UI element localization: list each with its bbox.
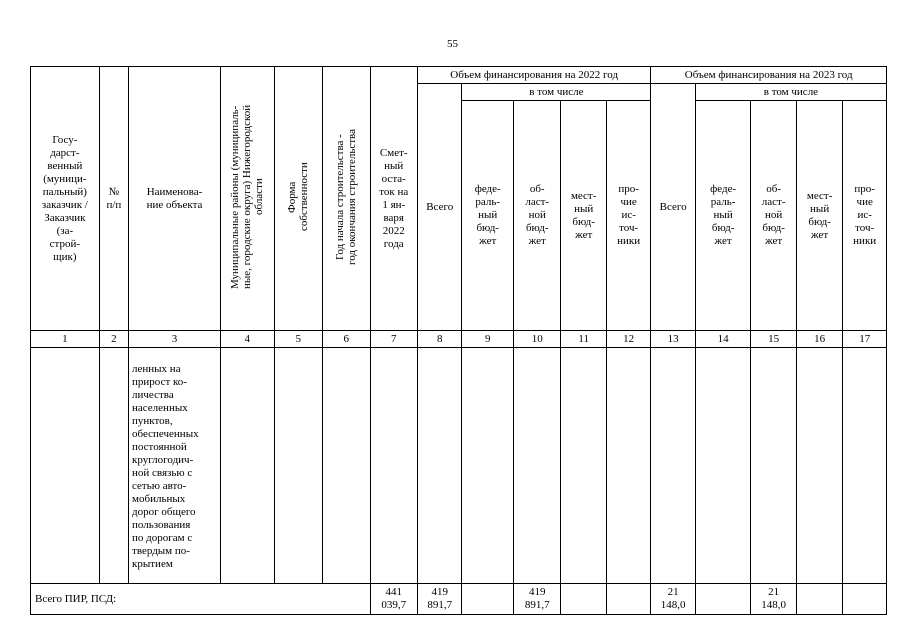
cell-empty: [220, 348, 274, 584]
header-federal-2023: феде- раль- ный бюд- жет: [695, 101, 751, 331]
cell-empty: [274, 348, 323, 584]
financing-table: [30, 66, 887, 615]
cell-empty: [323, 348, 370, 584]
cell-empty: [796, 584, 842, 615]
header-other-2022: про- чие ис- точ- ники: [606, 101, 650, 331]
cell-empty: [796, 348, 842, 584]
header-ownership: Форма собственности: [274, 67, 323, 331]
header-years: Год начала строительства - год окончания строительства: [323, 67, 370, 331]
total-regional-2023: 21 148,0: [751, 584, 796, 615]
cell-empty: [695, 584, 751, 615]
cell-empty: [513, 348, 560, 584]
header-federal-2022: феде- раль- ный бюд- жет: [462, 101, 514, 331]
col-number: 5: [274, 331, 323, 348]
col-number: 14: [695, 331, 751, 348]
col-number: 13: [651, 331, 695, 348]
cell-empty: [561, 348, 606, 584]
col-number: 1: [31, 331, 100, 348]
header-remaining: Смет- ный оста- ток на 1 ян- варя 2022 года: [370, 67, 417, 331]
total-remaining: 441 039,7: [370, 584, 417, 615]
column-number-row: [31, 331, 887, 348]
cell-empty: [606, 584, 650, 615]
header-including-2023: в том числе: [695, 84, 886, 101]
header-local-2022: мест- ный бюд- жет: [561, 101, 606, 331]
cell-empty: [462, 348, 514, 584]
cell-empty: [843, 348, 887, 584]
header-row-1: [31, 67, 887, 84]
col-number: 6: [323, 331, 370, 348]
header-municipal: Муниципальные районы (муниципаль- ные, городские округа) Нижегородской области: [220, 67, 274, 331]
col-number: 3: [129, 331, 221, 348]
col-number: 17: [843, 331, 887, 348]
col-number: 16: [796, 331, 842, 348]
header-local-2023: мест- ный бюд- жет: [796, 101, 842, 331]
col-number: 8: [417, 331, 461, 348]
col-number: 11: [561, 331, 606, 348]
total-2023: 21 148,0: [651, 584, 695, 615]
cell-empty: [462, 584, 514, 615]
total-2022: 419 891,7: [417, 584, 461, 615]
cell-empty: [99, 348, 128, 584]
col-number: 10: [513, 331, 560, 348]
header-regional-2022: об- ласт- ной бюд- жет: [513, 101, 560, 331]
header-customer: Госу- дарст- венный (муници- пальный) заказчик / Заказчик (за- строй- щик): [31, 67, 100, 331]
total-label: Всего ПИР, ПСД:: [31, 584, 371, 615]
cell-empty: [370, 348, 417, 584]
cell-empty: [651, 348, 695, 584]
col-number: 12: [606, 331, 650, 348]
cell-empty: [31, 348, 100, 584]
header-other-2023: про- чие ис- точ- ники: [843, 101, 887, 331]
page-number: 55: [447, 38, 458, 50]
cell-empty: [695, 348, 751, 584]
header-object-name: Наименова- ние объекта: [129, 67, 221, 331]
object-name-cell: ленных на прирост ко- личества населенных пунктов, обеспеченных постоянной круглогодич- ной связью с сетью авто- мобильных дорог общего пользования по дорогам с твердым по- крытием: [129, 348, 221, 584]
cell-empty: [751, 348, 796, 584]
col-number: 9: [462, 331, 514, 348]
header-num: № п/п: [99, 67, 128, 331]
header-regional-2023: об- ласт- ной бюд- жет: [751, 101, 796, 331]
cell-empty: [606, 348, 650, 584]
col-number: 4: [220, 331, 274, 348]
header-including-2022: в том числе: [462, 84, 651, 101]
cell-empty: [561, 584, 606, 615]
col-number: 7: [370, 331, 417, 348]
header-fin-2023: Объем финансирования на 2023 год: [651, 67, 887, 84]
header-total-2023: Всего: [651, 84, 695, 331]
total-row: [31, 584, 887, 615]
col-number: 15: [751, 331, 796, 348]
header-fin-2022: Объем финансирования на 2022 год: [417, 67, 650, 84]
total-regional-2022: 419 891,7: [513, 584, 560, 615]
header-total-2022: Всего: [417, 84, 461, 331]
cell-empty: [843, 584, 887, 615]
table-row: [31, 348, 887, 584]
cell-empty: [417, 348, 461, 584]
col-number: 2: [99, 331, 128, 348]
